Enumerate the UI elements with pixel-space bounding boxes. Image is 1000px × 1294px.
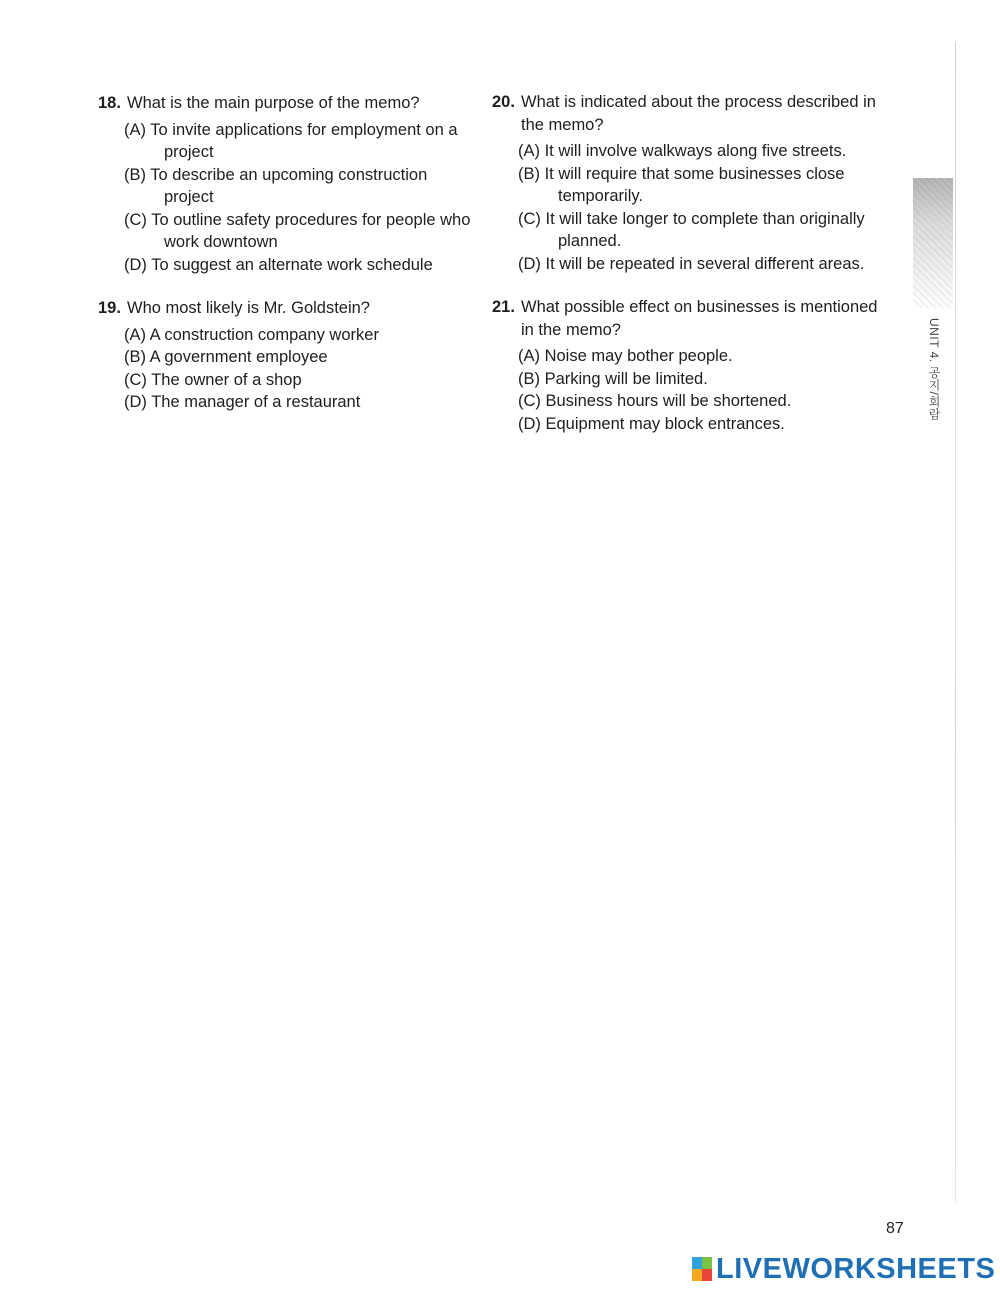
- unit-side-label: UNIT 4. 공지/회람: [927, 318, 941, 421]
- margin-divider-line: [955, 42, 956, 1202]
- option-b: (B) A government employee: [124, 348, 328, 366]
- question-stem: [492, 91, 882, 136]
- question-21: [492, 296, 882, 435]
- answer-options: [492, 345, 882, 435]
- option-d: (D) To suggest an alternate work schedule: [124, 255, 433, 274]
- question-text: Who most likely is Mr. Goldstein?: [127, 299, 370, 317]
- question-stem: [98, 92, 478, 115]
- question-number: 19.: [98, 299, 121, 317]
- option-a: (A) A construction company worker: [124, 325, 379, 344]
- question-number: 18.: [98, 94, 121, 112]
- option-a: (A) Noise may bother people.: [518, 347, 733, 365]
- option-c: (C) The owner of a shop: [124, 370, 302, 389]
- question-20: [492, 91, 882, 275]
- option-b: (B) To describe an upcoming construction project: [124, 165, 428, 206]
- option-a: (A) To invite applications for employment on a project: [124, 120, 458, 161]
- option-d: (D) The manager of a restaurant: [124, 393, 361, 411]
- question-stem: [492, 296, 882, 341]
- question-number: 20.: [492, 93, 515, 111]
- question-18: [98, 92, 478, 276]
- question-stem: [98, 297, 478, 320]
- answer-options: [492, 140, 882, 275]
- option-c: (C) To outline safety procedures for people who work downtown: [124, 210, 471, 251]
- question-text: What possible effect on businesses is mentioned in the memo?: [521, 298, 878, 339]
- option-b: (B) It will require that some businesses close temporarily.: [518, 164, 845, 205]
- answer-options: [98, 119, 478, 277]
- option-a: (A) It will involve walkways along five streets.: [518, 142, 847, 160]
- option-d: (D) It will be repeated in several different areas.: [518, 254, 865, 273]
- option-b: (B) Parking will be limited.: [518, 369, 708, 388]
- brand-wordmark: LIVEWORKSHEETS: [716, 1252, 996, 1285]
- option-c: (C) Business hours will be shortened.: [518, 392, 792, 410]
- question-text: What is indicated about the process described in the memo?: [521, 93, 876, 134]
- question-19: [98, 297, 478, 414]
- option-d: (D) Equipment may block entrances.: [518, 414, 785, 433]
- question-number: 21.: [492, 298, 515, 316]
- liveworksheets-logo-icon: [692, 1257, 712, 1281]
- unit-tab-marker: [913, 178, 953, 308]
- question-text: What is the main purpose of the memo?: [127, 94, 420, 112]
- option-c: (C) It will take longer to complete than originally planned.: [518, 209, 865, 250]
- liveworksheets-brand: [692, 1252, 995, 1286]
- answer-options: [98, 324, 478, 414]
- page-number: 87: [886, 1220, 904, 1237]
